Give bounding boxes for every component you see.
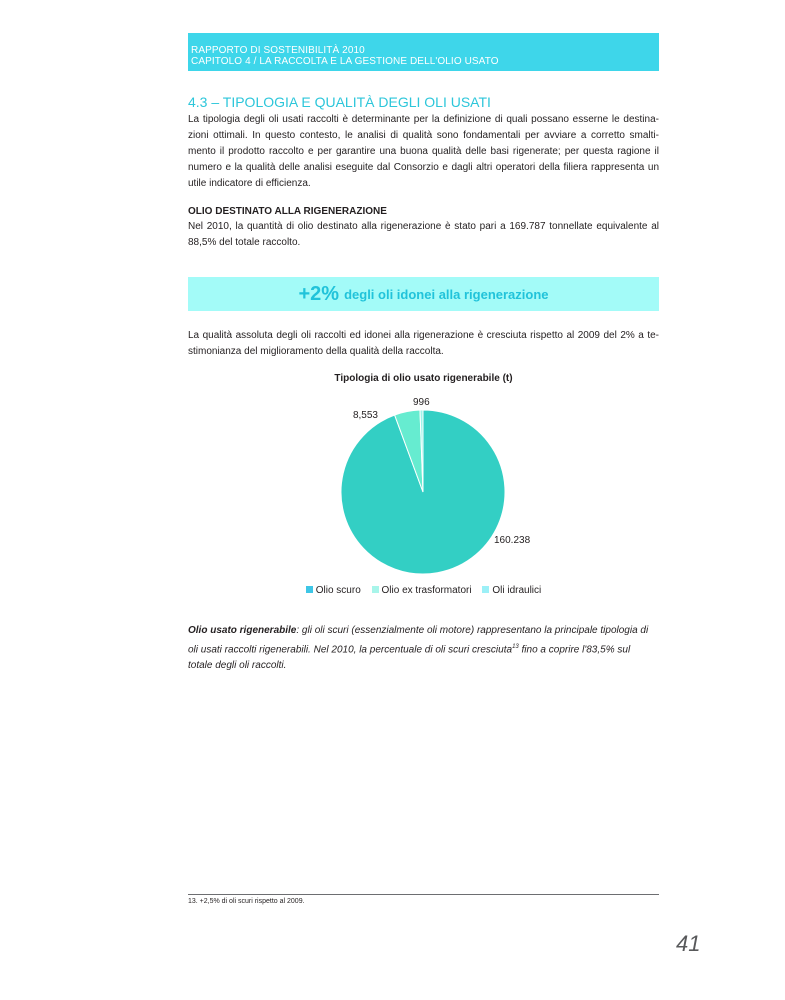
caption-text: : gli oli scuri (essenzialmente oli motore) rappresentano la principale tipologia di <box>296 625 649 636</box>
intro-line: numero e la qualità delle analisi eseguite dal Consorzio e dagli altri operatori della filiera rappresenta un <box>188 162 659 173</box>
section-title: 4.3 – TIPOLOGIA E QUALITÀ DEGLI OLI USATI <box>188 94 491 110</box>
footnote-divider <box>188 894 659 895</box>
intro-line: zioni ottimali. In questo contesto, le analisi di qualità sono fondamentali per avviare a corretto smalti- <box>188 130 659 141</box>
chart-title: Tipologia di olio usato rigenerabile (t) <box>334 373 513 384</box>
chart-legend <box>188 585 659 596</box>
caption-bold: Olio usato rigenerabile <box>188 625 297 636</box>
caption-text: totale degli oli raccolti. <box>188 660 287 672</box>
pie-label-oli-idraulici: 996 <box>413 397 430 408</box>
legend-item-ex-trasformatori <box>372 585 472 596</box>
highlight-text: degli oli idonei alla rigenerazione <box>344 286 549 302</box>
caption-text: fino a coprire l'83,5% sul <box>518 644 631 656</box>
regeneration-line: Nel 2010, la quantità di olio destinato alla rigenerazione è stato pari a 169.787 tonnellate equivalente al <box>188 221 659 232</box>
legend-item-oli-idraulici <box>482 585 541 596</box>
highlight-value: +2% <box>298 282 340 305</box>
chart-caption <box>188 623 659 674</box>
intro-line: mento il prodotto raccolto e per garantire una buona qualità delle basi rigenerate; per questa ragione il <box>188 146 659 157</box>
page-number: 41 <box>676 931 701 956</box>
footnote: 13. +2,5% di oli scuri rispetto al 2009. <box>188 898 305 905</box>
quality-line: La qualità assoluta degli oli raccolti ed idonei alla rigenerazione è cresciuta rispetto al 2009 del 2% a te- <box>188 330 659 341</box>
intro-line: La tipologia degli oli usati raccolti è determinante per la definizione di quali possano esserne le destina- <box>188 114 659 125</box>
legend-item-olio-scuro <box>306 585 361 596</box>
legend-label: Olio scuro <box>315 585 361 596</box>
regeneration-heading: OLIO DESTINATO ALLA RIGENERAZIONE <box>188 206 387 217</box>
legend-swatch <box>372 586 379 593</box>
caption-text: oli usati raccolti rigenerabili. Nel 2010, la percentuale di oli scuri cresciuta <box>188 644 513 656</box>
legend-label: Olio ex trasformatori <box>381 585 472 596</box>
pie-label-olio-scuro: 160.238 <box>494 535 531 546</box>
regeneration-line: 88,5% del totale raccolto. <box>188 237 301 248</box>
pie-label-ex-trasformatori: 8,553 <box>352 410 378 421</box>
legend-swatch <box>482 586 489 593</box>
legend-swatch <box>306 586 313 593</box>
chapter-title: CAPITOLO 4 / LA RACCOLTA E LA GESTIONE DELL'OLIO USATO <box>191 56 499 67</box>
intro-line: utile indicatore di efficienza. <box>188 178 311 189</box>
report-title: RAPPORTO DI SOSTENIBILITÀ 2010 <box>191 45 365 56</box>
quality-line: stimonianza del miglioramento della qualità della raccolta. <box>188 346 444 357</box>
legend-label: Oli idraulici <box>492 585 542 596</box>
footnote-ref: 13 <box>512 644 519 650</box>
